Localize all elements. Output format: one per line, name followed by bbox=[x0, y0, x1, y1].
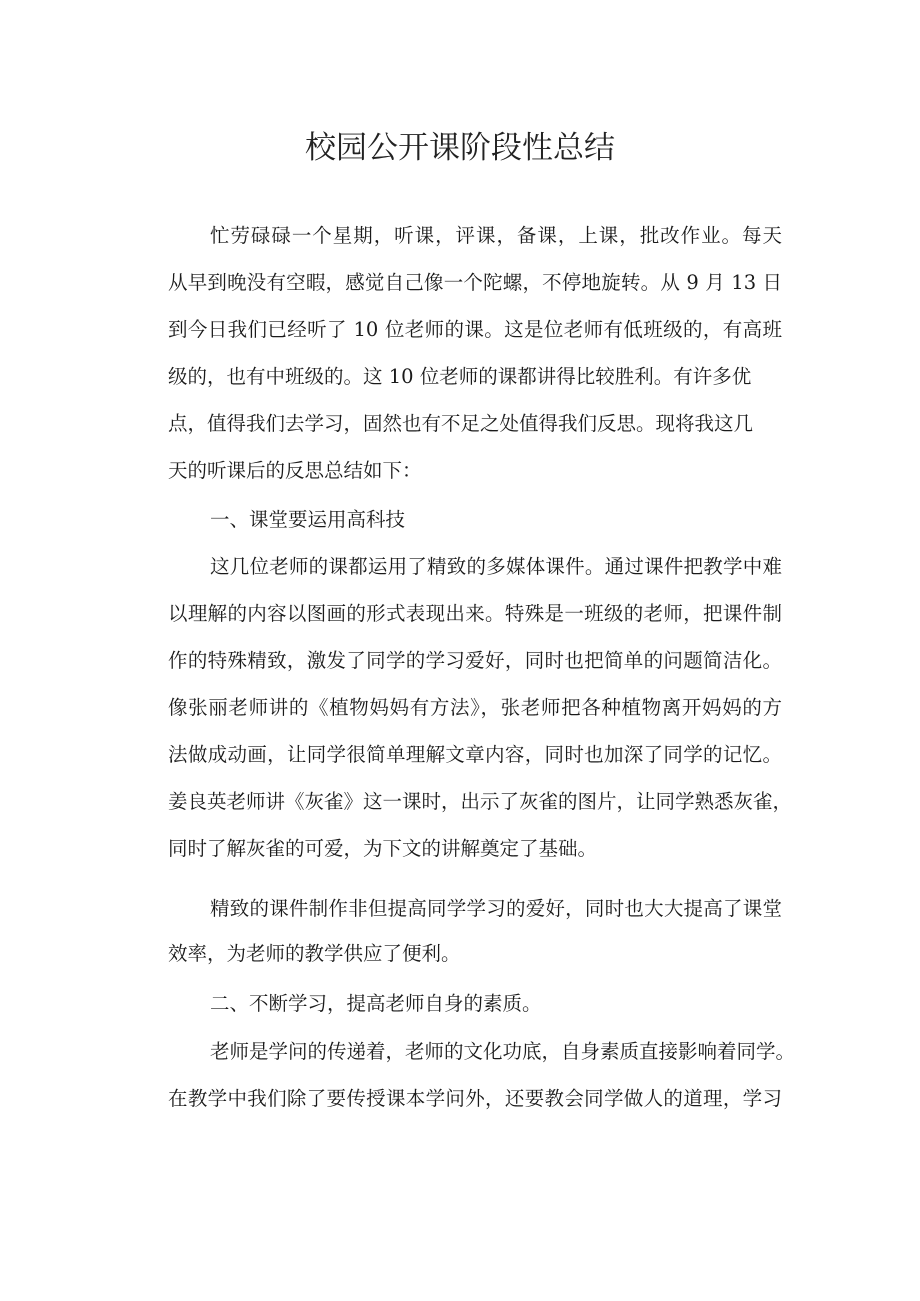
text-line: 这几位老师的课都运用了精致的多媒体课件。通过课件把教学中难 bbox=[210, 555, 782, 578]
text-line: 精致的课件制作非但提高同学学习的爱好，同时也大大提高了课堂 bbox=[210, 897, 782, 920]
text-line: 到今日我们已经听了 10 位老师的课。这是位老师有低班级的，有高班 bbox=[168, 318, 782, 341]
text-line: 作的特殊精致，激发了同学的学习爱好，同时也把简单的问题简洁化。 bbox=[168, 649, 782, 672]
text-line: 级的，也有中班级的。这 10 位老师的课都讲得比较胜利。有许多优 bbox=[168, 365, 752, 388]
text-line: 以理解的内容以图画的形式表现出来。特殊是一班级的老师，把课件制 bbox=[168, 602, 782, 625]
text-line: 法做成动画，让同学很简单理解文章内容，同时也加深了同学的记忆。 bbox=[168, 743, 782, 766]
text-line: 在教学中我们除了要传授课本学问外，还要教会同学做人的道理，学习 bbox=[168, 1087, 782, 1110]
text-line: 老师是学问的传递着，老师的文化功底，自身素质直接影响着同学。 bbox=[210, 1040, 796, 1063]
text-line: 忙劳碌碌一个星期，听课，评课，备课，上课，批改作业。每天 bbox=[210, 224, 782, 247]
text-line: 天的听课后的反思总结如下： bbox=[168, 459, 422, 482]
document-title: 校园公开课阶段性总结 bbox=[305, 130, 615, 166]
text-line: 效率，为老师的教学供应了便利。 bbox=[168, 942, 461, 965]
text-line: 姜良英老师讲《灰雀》这一课时，出示了灰雀的图片，让同学熟悉灰雀， bbox=[168, 790, 793, 813]
text-line: 从早到晚没有空暇，感觉自己像一个陀螺，不停地旋转。从 9 月 13 日 bbox=[168, 271, 782, 294]
section-heading-2: 二、不断学习，提高老师自身的素质。 bbox=[210, 992, 542, 1015]
text-line: 点，值得我们去学习，固然也有不足之处值得我们反思。现将我这几 bbox=[168, 412, 754, 435]
section-heading-1: 一、课堂要运用高科技 bbox=[210, 508, 406, 531]
text-line: 像张丽老师讲的《植物妈妈有方法》，张老师把各种植物离开妈妈的方 bbox=[168, 696, 782, 719]
text-line: 同时了解灰雀的可爱，为下文的讲解奠定了基础。 bbox=[168, 837, 598, 860]
